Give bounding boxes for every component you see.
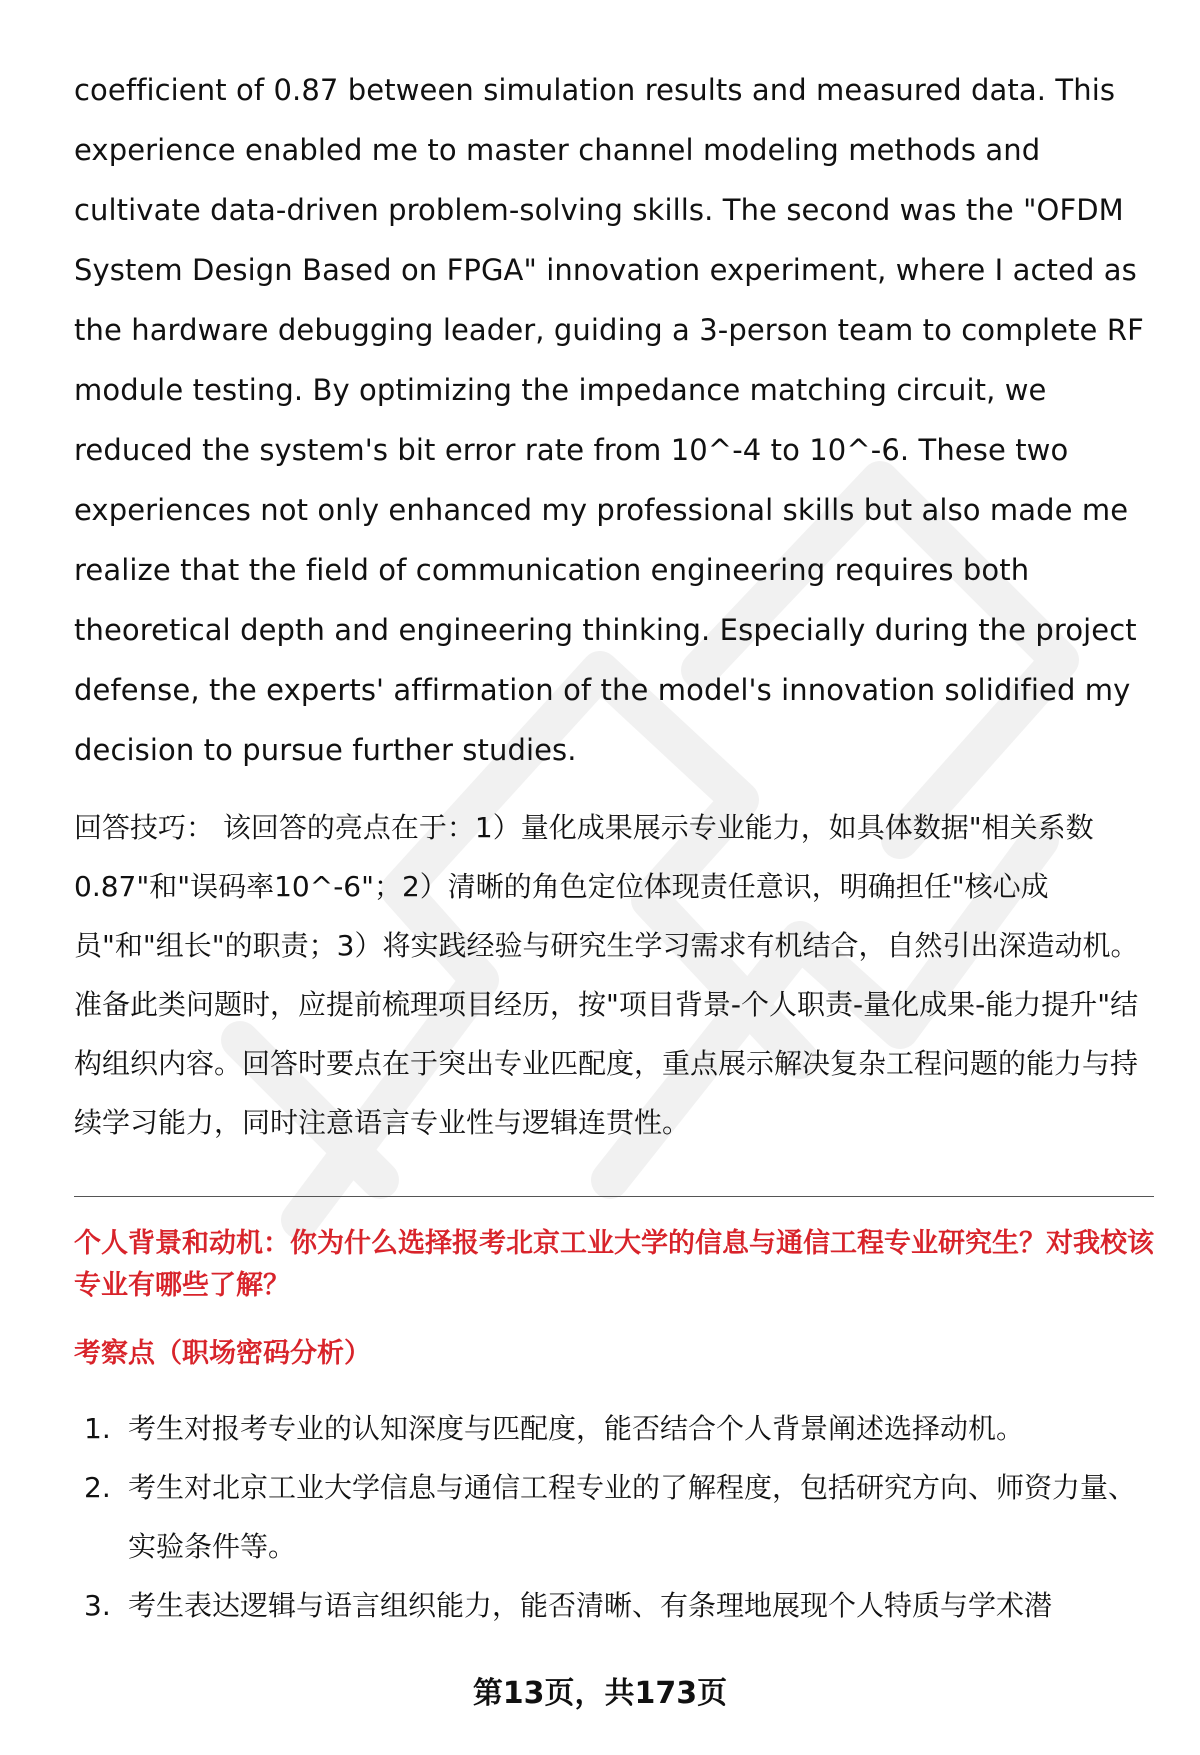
list-item <box>74 1399 1154 1458</box>
assessment-heading: 考察点（职场密码分析） <box>74 1338 371 1369</box>
answer-paragraph: coefficient of 0.87 between simulation results and measured data. This experience enabled me to master channel modeling methods and cultivate data-driven problem-solving skills. The second was the "OFDM System Design Based on FPGA" innovation experiment, where I acted as the hardware debugging leader, guiding a 3-person team to complete RF module testing. By optimizing the impedance matching circuit, we reduced the system's bit error rate from 10^-4 to 10^-6. These two experiences not only enhanced my professional skills but also made me realize that the field of communication engineering requires both theoretical depth and engineering thinking. Especially during the project defense, the experts' affirmation of the model's innovation solidified my decision to pursue further studies. <box>74 73 1144 767</box>
section-divider <box>74 1196 1154 1197</box>
list-item-text: 考生表达逻辑与语言组织能力，能否清晰、有条理地展现个人特质与学术潜 <box>128 1589 1053 1622</box>
question-heading: 个人背景和动机：你为什么选择报考北京工业大学的信息与通信工程专业研究生？对我校该专业有哪些了解？ <box>74 1228 1154 1301</box>
list-item-text: 考生对北京工业大学信息与通信工程专业的了解程度，包括研究方向、师资力量、实验条件等。 <box>128 1471 1137 1563</box>
assessment-point-list <box>74 1399 1154 1635</box>
answer-tips-paragraph: 回答技巧： 该回答的亮点在于：1）量化成果展示专业能力，如具体数据"相关系数0.87"和"误码率10^-6"；2）清晰的角色定位体现责任意识，明确担任"核心成员"和"组长"的职责；3）将实践经验与研究生学习需求有机结合，自然引出深造动机。准备此类问题时，应提前梳理项目经历，按"项目背景-个人职责-量化成果-能力提升"结构组织内容。回答时要点在于突出专业匹配度，重点展示解决复杂工程问题的能力与持续学习能力，同时注意语言专业性与逻辑连贯性。 <box>74 811 1139 1139</box>
list-item-number: 2. <box>84 1471 111 1504</box>
list-item-number: 3. <box>84 1589 111 1622</box>
page-content <box>74 60 1154 1635</box>
page-number-footer: 第13页，共173页 <box>472 1676 728 1711</box>
list-item-text: 考生对报考专业的认知深度与匹配度，能否结合个人背景阐述选择动机。 <box>128 1412 1025 1445</box>
list-item <box>74 1576 1154 1635</box>
list-item-number: 1. <box>84 1412 111 1445</box>
list-item <box>74 1458 1154 1576</box>
